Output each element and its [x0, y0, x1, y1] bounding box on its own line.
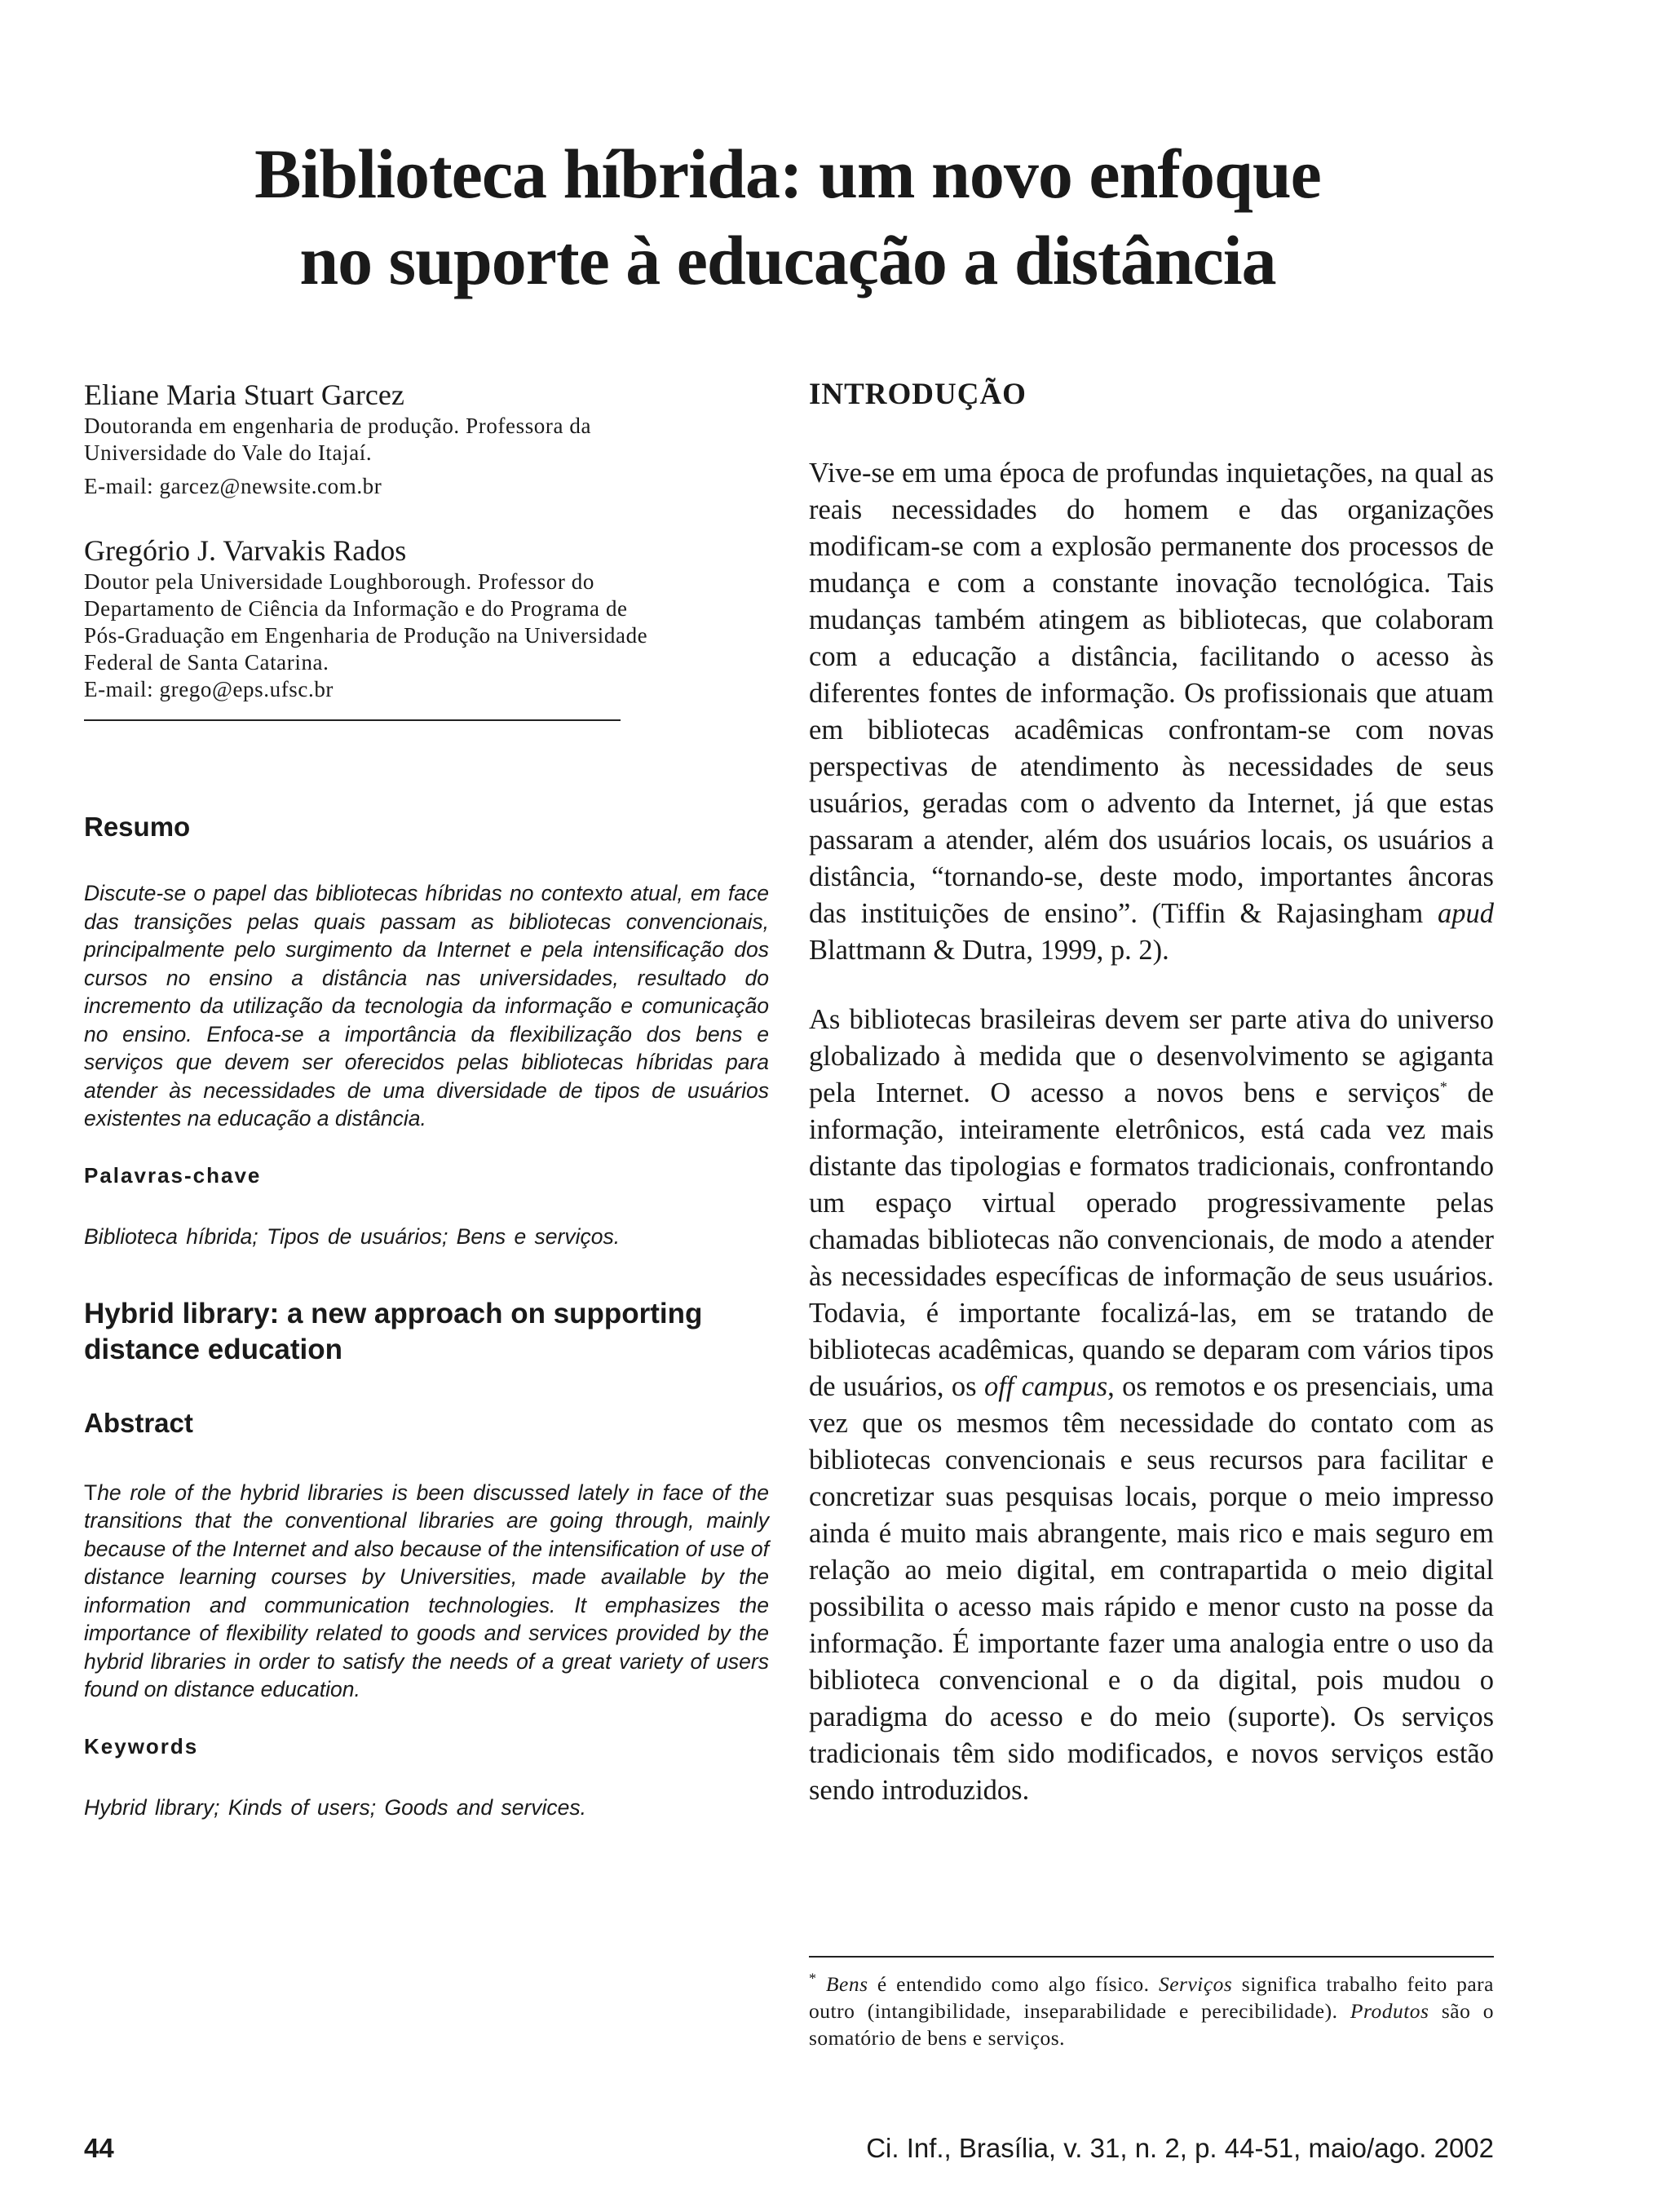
- palavras-chave-text: Biblioteca híbrida; Tipos de usuários; Bens e serviços.: [84, 1223, 621, 1249]
- resumo-text: Discute-se o papel das bibliotecas híbridas no contexto atual, em face das transições pelas quais passam as bibliotecas convencionais, principalmente pelo surgimento da Internet e pela intensificação dos cursos no ensino a distância nas universidades, resultado do incremento da utilização da tecnologia da informação e comunicação no ensino. Enfoca-se a importância da flexibilização dos bens e serviços que devem ser oferecidos pelas bibliotecas híbridas para atender às necessidades de uma diversidade de tipos de usuários existentes na educação a distância.: [84, 881, 769, 1130]
- article-title: [0, 131, 1670, 303]
- author-name: Eliane Maria Stuart Garcez: [84, 378, 404, 411]
- abstract-body: he role of the hybrid libraries is been discussed lately in face of the transitions that the conventional libraries are going through, mainly because of the Internet and also because of the intensification of use of distance learning courses by Universities, made available by the information and communication technologies. It emphasizes the importance of flexibility related to goods and services provided by the hybrid libraries in order to satisfy the needs of a great variety of users found on distance education.: [84, 1480, 769, 1701]
- keywords-text: Hybrid library; Kinds of users; Goods and services.: [84, 1794, 587, 1820]
- author-divider: [84, 719, 621, 721]
- footnote-term: Serviços: [1158, 1972, 1233, 1996]
- author-affiliation-line: Federal de Santa Catarina.: [84, 650, 329, 675]
- english-title-line-2: distance education: [84, 1333, 343, 1365]
- author-affiliation-line: Doutor pela Universidade Loughborough. Professor do: [84, 569, 594, 594]
- paragraph-italic: apud: [1438, 898, 1494, 929]
- introduction-heading: INTRODUÇÃO: [809, 378, 1027, 411]
- abstract-first-letter: T: [84, 1480, 98, 1505]
- paragraph-text: Blattmann & Dutra, 1999, p. 2).: [809, 935, 1169, 966]
- keywords-heading: Keywords: [84, 1733, 199, 1759]
- right-column: [809, 377, 1494, 1809]
- english-title-line-1: Hybrid library: a new approach on supporting: [84, 1297, 703, 1329]
- author-affiliation-line: Doutoranda em engenharia de produção. Professora da: [84, 414, 592, 438]
- author-2: [84, 533, 769, 703]
- journal-citation: Ci. Inf., Brasília, v. 31, n. 2, p. 44-51, maio/ago. 2002: [866, 2133, 1494, 2163]
- author-email: E-mail: grego@eps.ufsc.br: [84, 677, 334, 701]
- palavras-chave-heading: Palavras-chave: [84, 1162, 262, 1188]
- footnote: [809, 1971, 1494, 2051]
- abstract-heading: Abstract: [84, 1407, 193, 1438]
- title-line-1: Biblioteca híbrida: um novo enfoque: [254, 135, 1321, 213]
- footnote-term: Produtos: [1350, 1999, 1429, 2023]
- paragraph-text: , os remotos e os presenciais, uma vez que os mesmos têm necessidade do contato com as bibliotecas convencionais e seus recursos para facilitar e concretizar suas pesquisas locais, porque o meio impresso ainda é muito mais abrangente, mais rico e mais seguro em relação ao meio digital, em contrapartida o meio digital possibilita o acesso mais rápido e menor custo na posse da informação. É importante fazer uma analogia entre o uso da biblioteca convencional e o da digital, pois mudou o paradigma do acesso e do meio (suporte). Os serviços tradicionais têm sido modificados, e novos serviços estão sendo introduzidos.: [809, 1371, 1494, 1806]
- author-affiliation-line: Pós-Graduação em Engenharia de Produção na Universidade: [84, 623, 648, 648]
- paragraph-italic: off campus: [983, 1371, 1108, 1402]
- footnote-divider: [809, 1956, 1494, 1958]
- title-line-2: no suporte à educação a distância: [299, 221, 1276, 299]
- footnote-term: Bens: [825, 1972, 868, 1996]
- author-1: [84, 377, 769, 500]
- footnote-marker: *: [1439, 1078, 1447, 1095]
- footnote-text: significa trabalho feito para outro (intangibilidade, inseparabilidade e perecibilidade).: [809, 1972, 1494, 2023]
- footnote-marker: *: [809, 1970, 817, 1987]
- author-affiliation-line: Universidade do Vale do Itajaí.: [84, 440, 373, 465]
- abstract-text: [84, 1479, 769, 1704]
- resumo-heading: Resumo: [84, 812, 191, 842]
- author-affiliation-line: Departamento de Ciência da Informação e do Programa de: [84, 596, 628, 621]
- introduction-paragraph-1: [809, 455, 1494, 969]
- author-name: Gregório J. Varvakis Rados: [84, 534, 407, 567]
- paragraph-text: de informação, inteiramente eletrônicos, está cada vez mais distante das tipologias e formatos tradicionais, confrontando um espaço virtual operado progressivamente pelas chamadas bibliotecas não convencionais, de modo a atender às necessidades específicas de informação de seus usuários. Todavia, é importante focalizá-las, em se tratando de bibliotecas acadêmicas, quando se deparam com vários tipos de usuários, os: [809, 1077, 1494, 1402]
- footnote-text: é entendido como algo físico.: [868, 1972, 1159, 1996]
- english-title: [84, 1296, 769, 1368]
- author-email: E-mail: garcez@newsite.com.br: [84, 474, 382, 498]
- paragraph-text: As bibliotecas brasileiras devem ser parte ativa do universo globalizado à medida que o desenvolvimento se agiganta pela Internet. O acesso a novos bens e serviços: [809, 1004, 1494, 1108]
- footnote-text: são o somatório de bens e serviços.: [809, 1999, 1495, 2050]
- left-column: [84, 377, 769, 1821]
- paragraph-text: Vive-se em uma época de profundas inquietações, na qual as reais necessidades do homem e das organizações modificam-se com a explosão permanente dos processos de mudança e com a constante inovação tecnológica. Tais mudanças também atingem as bibliotecas, que colaboram com a educação a distância, facilitando o acesso às diferentes fontes de informação. Os profissionais que atuam em bibliotecas acadêmicas confrontam-se com novas perspectivas de atendimento às necessidades de seus usuários, geradas com o advento da Internet, já que estas passaram a atender, além dos usuários locais, os usuários a distância, “tornando-se, deste modo, importantes âncoras das instituições de ensino”. (Tiffin & Rajasingham: [809, 458, 1494, 929]
- introduction-paragraph-2: [809, 1002, 1494, 1809]
- page-number: 44: [84, 2133, 114, 2163]
